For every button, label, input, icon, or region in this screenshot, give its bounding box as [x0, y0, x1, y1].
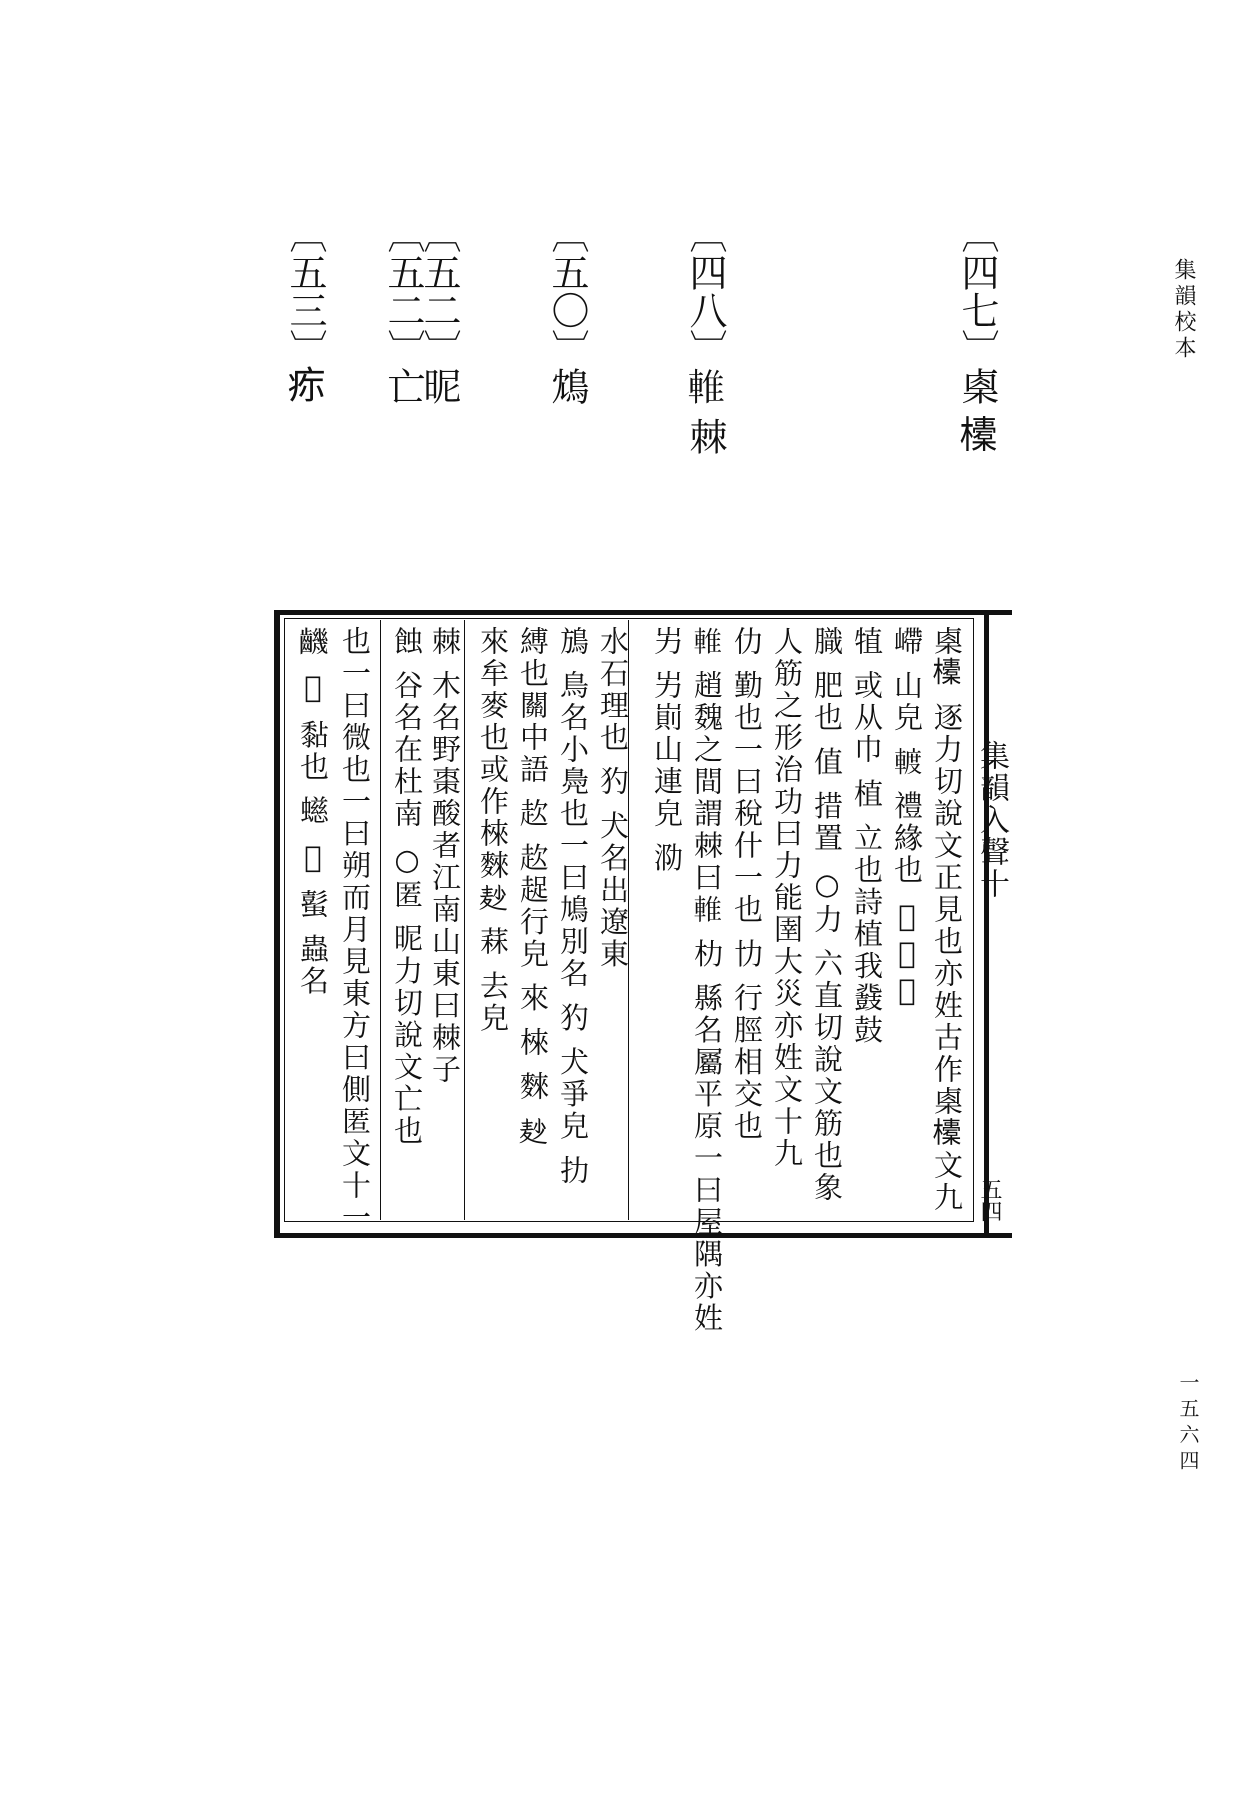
fold-margin-title: 集韻入聲十 [974, 740, 1009, 900]
text-column-15: 也一曰微也一曰朔而月見東方曰側匿文十一 [338, 626, 372, 1234]
text-column-8: 屴 屴崱山連皃 泐 [650, 626, 684, 875]
collation-note-48: 〔四八〕𨌴 棘 [683, 215, 727, 456]
text-column-14: 蝕 谷名在杜南 ○匿 昵力切說文亡也 [390, 626, 424, 1148]
text-column-12: 來牟麥也或作棶麳𪎊 䔉 去皃 [476, 626, 510, 1035]
text-column-10: 鴋 鳥名小鳧也一曰鳩別名 犳 犬爭皃 扐 [556, 626, 590, 1187]
collation-note-47: 〔四七〕㮚 𣟄 [955, 215, 999, 456]
collation-note-50: 〔五〇〕鴆 [545, 215, 589, 405]
book-title: 集韻校本 [1171, 258, 1196, 362]
text-column-3: 犆 或从巾 植 立也詩植我鼗鼓 [850, 626, 884, 1047]
text-column-9: 水石理也 犳 犬名出遼東 [596, 626, 630, 971]
text-column-7: 𨌴 趙魏之間謂棘曰𨌴 朸 縣名屬平原一曰屋隅亦姓 [690, 626, 724, 1335]
fold-margin [974, 610, 1012, 1238]
collation-note-52: 〔五二〕亡 [381, 215, 425, 405]
text-column-11: 縛也關中語 赼 赼趗行皃 來 棶 麳 𪎊 [516, 626, 550, 1148]
text-column-16: 𪙧 𪙳 黏也 䗹 𨸦 蟚 蟲名 [296, 626, 330, 998]
column-divider [464, 620, 465, 1220]
page-number: 一五六四 [1176, 1372, 1200, 1476]
text-column-2: 嵽 山皃 𨍏 禮緣也 𣃠箭虎 [890, 626, 924, 1010]
collation-note-53: 〔五三〕𤵜 [283, 215, 327, 405]
text-column-4: 膱 肥也 值 措置 ○力 六直切說文筋也象 [810, 626, 844, 1205]
collation-note-51: 〔五二〕昵 [417, 215, 461, 405]
column-divider [380, 620, 381, 1220]
fold-margin-count: 五四 [977, 1178, 1002, 1222]
text-column-13: 棘 木名野棗酸者江南山東曰棘子 [428, 626, 462, 1087]
text-column-6: 仂 勤也一曰稅什一也 㔹 行脛相交也 [730, 626, 764, 1143]
text-column-1: 㮚𣟄 逐力切說文正見也亦姓古作㮚𣟄文九 [930, 626, 964, 1215]
text-column-5: 人筋之形治功曰力能圉大災亦姓文十九 [770, 626, 804, 1170]
